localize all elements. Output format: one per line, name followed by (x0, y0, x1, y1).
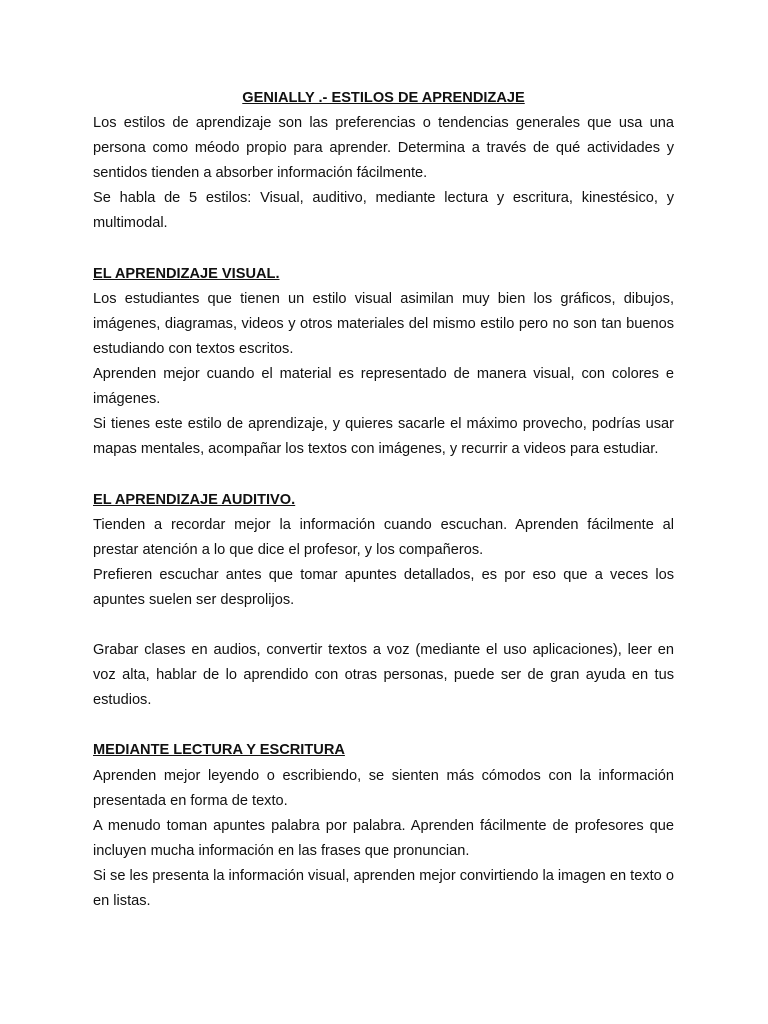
blank-line (93, 713, 674, 738)
blank-line (93, 613, 674, 638)
section-paragraph: A menudo toman apuntes palabra por palabra. Aprenden fácilmente de profesores que incluyen mucha información en las frases que pronuncian. (93, 817, 674, 859)
section-paragraph: Si tienes este estilo de aprendizaje, y quieres sacarle el máximo provecho, podrías usar mapas mentales, acompañar los textos con imágenes, y recurrir a videos para estudiar. (93, 416, 674, 458)
blank-line (93, 462, 674, 487)
intro-paragraph: Los estilos de aprendizaje son las preferencias o tendencias generales que usa una persona como méodo propio para aprender. Determina a través de qué actividades y sentidos tienden a absorber información fácilmente. (93, 115, 674, 182)
section-paragraph: Aprenden mejor cuando el material es representado de manera visual, con colores e imágenes. (93, 366, 674, 408)
section-paragraph: Si se les presenta la información visual, aprenden mejor convirtiendo la imagen en texto o en listas. (93, 867, 674, 909)
blank-line (93, 237, 674, 262)
section-paragraph: Tienden a recordar mejor la información cuando escuchan. Aprenden fácilmente al prestar atención a lo que dice el profesor, y los compañeros. (93, 516, 674, 558)
section-heading-auditory: EL APRENDIZAJE AUDITIVO. (93, 491, 296, 508)
section-heading-visual: EL APRENDIZAJE VISUAL. (93, 265, 280, 282)
intro-paragraph: Se habla de 5 estilos: Visual, auditivo, mediante lectura y escritura, kinestésico, y multimodal. (93, 190, 674, 232)
section-heading-reading-writing: MEDIANTE LECTURA Y ESCRITURA (93, 742, 345, 759)
section-paragraph: Los estudiantes que tienen un estilo visual asimilan muy bien los gráficos, dibujos, imágenes, diagramas, videos y otros materiales del mismo estilo pero no son tan buenos estudiando con textos escritos. (93, 290, 674, 357)
document-page (93, 86, 674, 914)
section-paragraph: Grabar clases en audios, convertir textos a voz (mediante el uso aplicaciones), leer en voz alta, hablar de lo aprendido con otras personas, puede ser de gran ayuda en tus estudios. (93, 642, 674, 709)
document-title: GENIALLY .- ESTILOS DE APRENDIZAJE (242, 90, 525, 106)
section-paragraph: Prefieren escuchar antes que tomar apuntes detallados, es por eso que a veces los apuntes suelen ser desprolijos. (93, 566, 674, 608)
section-paragraph: Aprenden mejor leyendo o escribiendo, se sienten más cómodos con la información presentada en forma de texto. (93, 767, 674, 809)
